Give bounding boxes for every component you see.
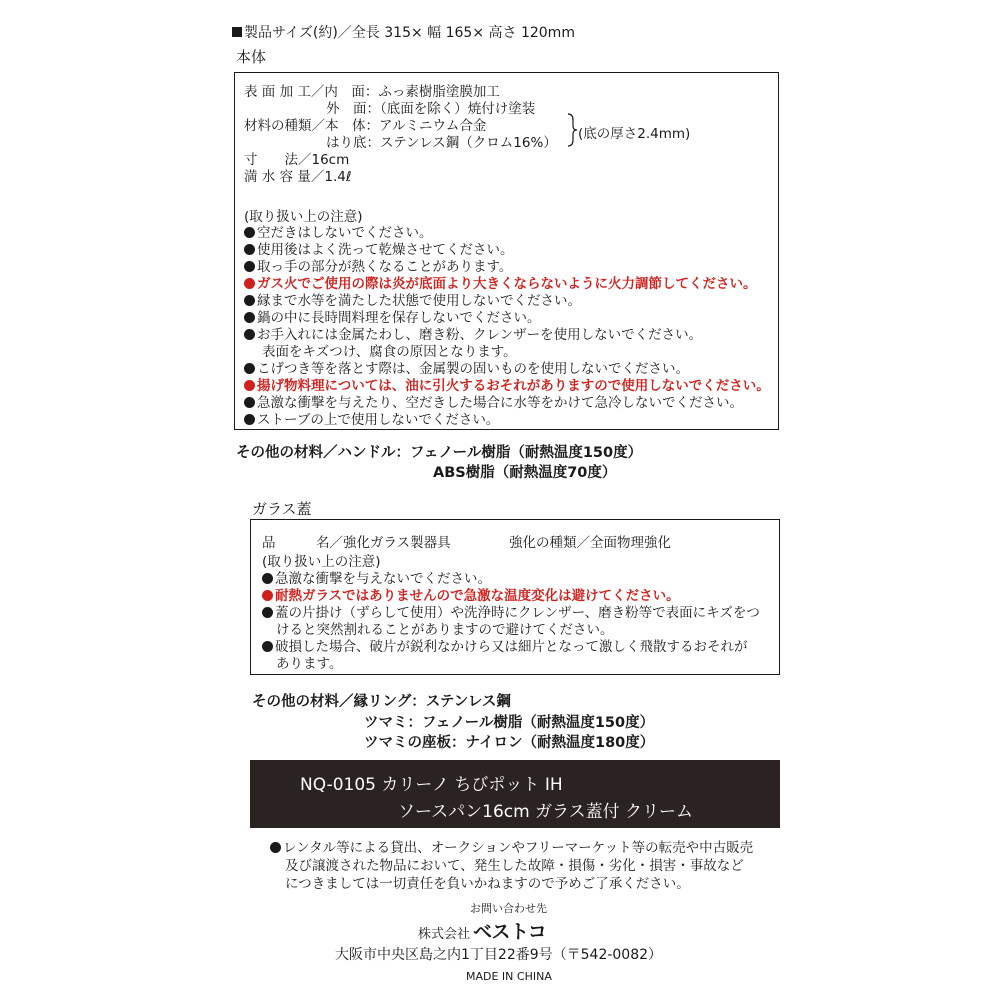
spec-material-bottom: はり底：ステンレス鋼（クロム16%） [326, 135, 557, 151]
bullet-icon [244, 397, 255, 408]
bullet-icon [244, 278, 255, 289]
lid-caution-item: 蓋の片掛け（ずらして使用）や洗浄時にクレンザー、磨き粉等で表面にキズをつ [262, 601, 760, 621]
body-caution-item: 鍋の中に長時間料理を保存しないでください。 [244, 306, 541, 326]
spec-material-body: 材料の種類／本 体：アルミニウム合金 [244, 118, 487, 134]
bullet-icon [262, 607, 273, 618]
bullet-icon [244, 329, 255, 340]
body-caution-item: 空だきはしないでください。 [244, 221, 433, 241]
bullet-icon [244, 244, 255, 255]
body-caution-item: こげつき等を落とす際は、金属製の固いものを使用しないでください。 [244, 357, 689, 377]
bullet-icon [244, 363, 255, 374]
body-caution-item: 使用後はよく洗って乾燥させてください。 [244, 238, 514, 258]
lid-other-materials: その他の材料／縁リング：ステンレス鋼 [252, 694, 511, 710]
product-name-line1: NQ-0105 カリーノ ちびポット IH [300, 775, 563, 795]
lid-caution-continuation: あります。 [276, 656, 343, 672]
bottom-thickness-note: (底の厚さ2.4mm) [578, 126, 691, 142]
disclaimer-line: につきましては一切責任を負いかねますので予めご了承ください。 [285, 876, 690, 892]
lid-other-materials-knob-base: ツマミの座板：ナイロン（耐熱温度180度） [364, 735, 655, 751]
brand-logo: ベストコ [473, 921, 547, 943]
body-other-materials: その他の材料／ハンドル：フェノール樹脂（耐熱温度150度） [236, 445, 643, 461]
body-caution-item: 縁まで水等を満たした状態で使用しないでください。 [244, 289, 581, 309]
bullet-icon [262, 590, 273, 601]
lid-caution-item: 破損した場合、破片が鋭利なかけら又は細片となって激しく飛散するおそれが [262, 635, 748, 655]
bullet-icon [262, 573, 273, 584]
contact-label: お問い合わせ先 [470, 902, 547, 915]
made-in-label: MADE IN CHINA [466, 970, 552, 983]
bullet-icon [270, 842, 281, 853]
spec-capacity: 満 水 容 量／1.4ℓ [244, 169, 352, 185]
spec-dimension: 寸 法／16cm [244, 152, 350, 168]
product-name-line2: ソースパン16cm ガラス蓋付 クリーム [398, 802, 693, 822]
spec-surface-inner: 表 面 加 工／内 面：ふっ素樹脂塗膜加工 [244, 84, 500, 100]
lid-other-materials-knob: ツマミ：フェノール樹脂（耐熱温度150度） [364, 715, 655, 731]
company-address: 大阪市中央区島之内1丁目22番9号（〒542-0082） [335, 947, 663, 963]
body-section-title: 本体 [236, 48, 267, 66]
brace-icon [566, 112, 578, 148]
body-caution-item: 急激な衝撃を与えたり、空だきした場合に水等をかけて急冷しないでください。 [244, 391, 743, 411]
body-caution-item: お手入れには金属たわし、磨き粉、クレンザーを使用しないでください。 [244, 323, 702, 343]
body-caution-item: 取っ手の部分が熱くなることがあります。 [244, 255, 512, 275]
lid-caution-title: (取り扱い上の注意) [262, 554, 381, 570]
lid-spec-type: 強化の種類／全面物理強化 [509, 535, 671, 551]
bullet-icon [244, 414, 255, 425]
bullet-icon [244, 261, 255, 272]
body-caution-continuation: 表面をキズつけ、腐食の原因となります。 [262, 344, 517, 360]
body-other-materials-cont: ABS樹脂（耐熱温度70度） [433, 465, 617, 481]
product-name-banner [250, 760, 780, 828]
lid-caution-item: 急激な衝撃を与えないでください。 [262, 567, 491, 587]
disclaimer-line: 及び譲渡された物品において、発生した故障・損傷・劣化・損害・事故など [285, 858, 744, 874]
company-name [418, 917, 546, 944]
lid-caution-item-warning: 耐熱ガラスではありませんので急激な温度変化は避けてください。 [262, 584, 680, 604]
bullet-icon [244, 380, 255, 391]
product-size-text: 製品サイズ(約)／全長 315× 幅 165× 高さ 120mm [244, 25, 575, 41]
bullet-icon [244, 295, 255, 306]
spec-surface-outer: 外 面：（底面を除く）焼付け塗装 [326, 101, 536, 117]
body-caution-item-warning: ガス火でご使用の際は炎が底面より大きくならないように火力調節してください。 [244, 272, 757, 292]
company-prefix: 株式会社 [418, 927, 471, 942]
bullet-icon [262, 641, 273, 652]
square-bullet-icon [232, 27, 242, 37]
body-caution-item-warning: 揚げ物料理については、油に引火するおそれがありますので使用しないでください。 [244, 374, 770, 394]
body-caution-item: ストーブの上で使用しないでください。 [244, 408, 499, 428]
lid-spec-name: 品 名／強化ガラス製器具 [262, 535, 451, 551]
bullet-icon [244, 227, 255, 238]
disclaimer-line: レンタル等による貸出、オークションやフリーマーケット等の転売や中古販売 [270, 836, 753, 856]
lid-section-title: ガラス蓋 [252, 500, 312, 518]
lid-caution-continuation: けると突然割れることがありますので避けてください。 [276, 622, 614, 638]
bullet-icon [244, 312, 255, 323]
body-caution-title: (取り扱い上の注意) [244, 209, 363, 225]
product-size-line [232, 22, 575, 42]
